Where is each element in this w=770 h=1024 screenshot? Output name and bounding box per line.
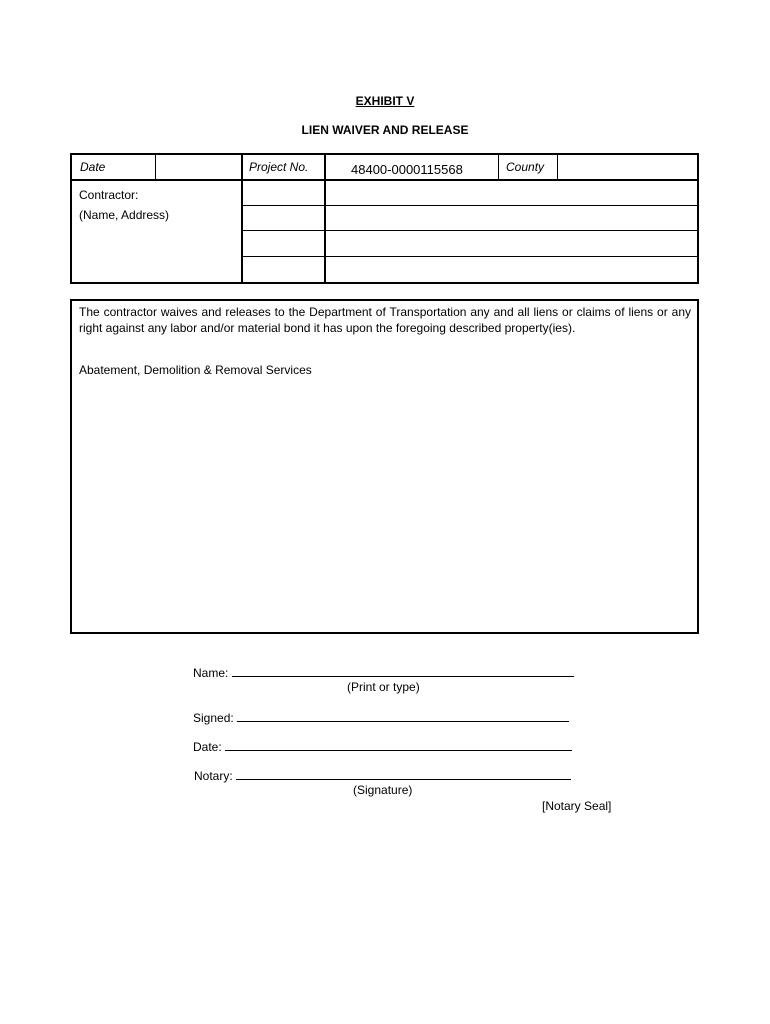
project-number-value[interactable]: 48400-0000115568 [351,162,463,177]
contractor-sublabel: (Name, Address) [79,208,170,222]
row-divider [72,179,697,181]
contractor-label: Contractor: [79,188,139,202]
row-divider [243,230,697,231]
exhibit-title: EXHIBIT V [355,94,415,108]
county-field[interactable] [560,158,695,178]
notary-line[interactable] [236,768,571,780]
col-divider [155,155,156,180]
signed-signature-line[interactable] [193,710,569,725]
notary-signature-line[interactable] [194,768,571,783]
waiver-body-box [70,299,699,634]
county-label: County [506,160,545,174]
name-label: Name: [193,666,229,680]
col-divider [557,155,558,180]
row-divider [243,256,697,257]
name-signature-line[interactable] [193,665,574,680]
project-number-label: Project No. [249,160,309,174]
name-hint: (Print or type) [347,680,420,694]
date-signature-line[interactable] [193,739,572,754]
services-description: Abatement, Demolition & Removal Services [79,363,312,377]
notary-seal-label: [Notary Seal] [542,799,612,813]
row-divider [243,205,697,206]
document-title: LIEN WAIVER AND RELEASE [301,123,469,137]
col-divider [241,155,243,282]
col-divider [324,155,326,282]
col-divider [498,155,499,180]
header-form-table [70,153,699,284]
notary-label: Notary: [194,769,233,783]
waiver-statement: The contractor waives and releases to the Department of Transportation any and all liens or claims of liens or any right against any labor and/or material bond it has upon the foregoing described property(ies). [79,305,691,335]
date-field[interactable] [158,160,240,178]
signed-line[interactable] [237,710,569,722]
name-line[interactable] [232,665,574,677]
signed-label: Signed: [193,711,234,725]
notary-hint: (Signature) [353,783,413,797]
date-line[interactable] [225,739,572,751]
signature-date-label: Date: [193,740,222,754]
date-label: Date [80,160,106,174]
